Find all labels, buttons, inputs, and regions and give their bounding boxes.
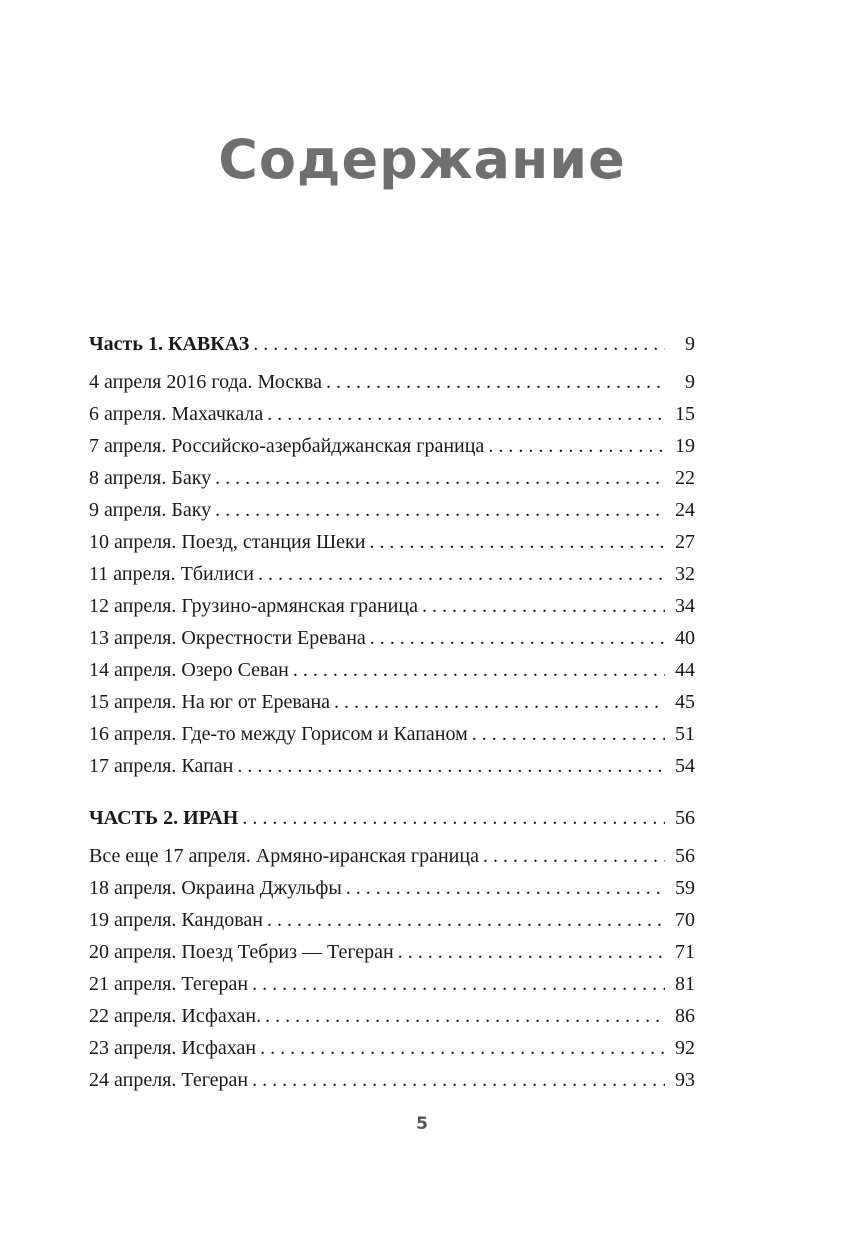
toc-page-number: 32 (675, 563, 695, 585)
dot-leader (267, 398, 665, 430)
toc-entry-label: 9 апреля. Баку (89, 499, 212, 521)
toc-page-number: 34 (675, 595, 695, 617)
toc-page-number: 54 (675, 755, 695, 777)
toc-entry-label: 20 апреля. Поезд Тебриз — Тегеран (89, 941, 394, 963)
toc-page-number: 15 (675, 403, 695, 425)
toc-entry[interactable] (89, 1064, 695, 1096)
dot-leader (258, 558, 665, 590)
dot-leader (326, 366, 665, 398)
toc-page-number: 81 (675, 973, 695, 995)
toc-entry[interactable] (89, 872, 695, 904)
toc-page-number: 71 (675, 941, 695, 963)
toc-entry-label: 24 апреля. Тегеран (89, 1069, 249, 1091)
dot-leader (334, 686, 665, 718)
toc-entry-label: 4 апреля 2016 года. Москва (89, 371, 322, 393)
dot-leader (253, 328, 665, 360)
toc-entry-label: 7 апреля. Российско-азербайджанская граница (89, 435, 485, 457)
toc-entry[interactable] (89, 718, 695, 750)
toc-entry-label: Все еще 17 апреля. Армяно-иранская граница (89, 845, 479, 867)
toc-entry[interactable] (89, 1032, 695, 1064)
toc-page-number: 45 (675, 691, 695, 713)
toc-section-heading[interactable] (89, 328, 695, 360)
toc-entry[interactable] (89, 558, 695, 590)
toc-entry-label: 16 апреля. Где-то между Горисом и Капаном (89, 723, 468, 745)
toc-page-number: 19 (675, 435, 695, 457)
toc-entry[interactable] (89, 398, 695, 430)
toc-entry[interactable] (89, 526, 695, 558)
toc-page-number: 86 (675, 1005, 695, 1027)
dot-leader (252, 1064, 665, 1096)
dot-leader (215, 462, 665, 494)
toc-page-number: 9 (685, 333, 695, 355)
dot-leader (265, 1000, 665, 1032)
dot-leader (483, 840, 665, 872)
toc-page-number: 93 (675, 1069, 695, 1091)
dot-leader (369, 526, 665, 558)
toc-entry-label: 12 апреля. Грузино-армянская граница (89, 595, 418, 617)
toc-entry[interactable] (89, 936, 695, 968)
toc-entry-label: 10 апреля. Поезд, станция Шеки (89, 531, 366, 553)
dot-leader (370, 622, 665, 654)
dot-leader (422, 590, 665, 622)
dot-leader (398, 936, 665, 968)
toc-entry-label: 22 апреля. Исфахан. (89, 1005, 262, 1027)
toc-entry-label: 15 апреля. На юг от Еревана (89, 691, 331, 713)
toc-entry-label: 17 апреля. Капан (89, 755, 234, 777)
toc-entry-label: 23 апреля. Исфахан (89, 1037, 257, 1059)
toc-entry[interactable] (89, 750, 695, 782)
toc-entry[interactable] (89, 686, 695, 718)
toc-entry-label: 6 апреля. Махачкала (89, 403, 264, 425)
toc-entry[interactable] (89, 904, 695, 936)
dot-leader (293, 654, 665, 686)
dot-leader (488, 430, 665, 462)
toc-entry-label: 11 апреля. Тбилиси (89, 563, 254, 585)
toc-section-label: Часть 1. КАВКАЗ (89, 333, 250, 355)
toc-entry[interactable] (89, 654, 695, 686)
page-number: 5 (416, 1114, 428, 1134)
toc-entry-label: 13 апреля. Окрестности Еревана (89, 627, 366, 649)
toc-page-number: 56 (675, 807, 695, 829)
dot-leader (346, 872, 665, 904)
dot-leader (237, 750, 665, 782)
toc-entry[interactable] (89, 968, 695, 1000)
dot-leader (215, 494, 665, 526)
toc-section-heading[interactable] (89, 802, 695, 834)
dot-leader (260, 1032, 665, 1064)
toc-entry-label: 19 апреля. Кандован (89, 909, 263, 931)
toc-entry[interactable] (89, 590, 695, 622)
toc-page-number: 22 (675, 467, 695, 489)
toc-page-number: 27 (675, 531, 695, 553)
toc-page-number: 56 (675, 845, 695, 867)
toc-entry[interactable] (89, 840, 695, 872)
dot-leader (242, 802, 665, 834)
toc-entry[interactable] (89, 366, 695, 398)
dot-leader (472, 718, 665, 750)
toc-entry[interactable] (89, 622, 695, 654)
toc-page-number: 59 (675, 877, 695, 899)
toc-page-number: 24 (675, 499, 695, 521)
toc-entry-label: 14 апреля. Озеро Севан (89, 659, 289, 681)
toc-entry[interactable] (89, 1000, 695, 1032)
toc-entry[interactable] (89, 494, 695, 526)
toc-page-number: 44 (675, 659, 695, 681)
toc-entry-label: 21 апреля. Тегеран (89, 973, 249, 995)
toc-page-number: 51 (675, 723, 695, 745)
toc-entry-label: 8 апреля. Баку (89, 467, 212, 489)
dot-leader (267, 904, 665, 936)
dot-leader (252, 968, 665, 1000)
toc-page-number: 9 (685, 371, 695, 393)
toc-page-number: 40 (675, 627, 695, 649)
toc-entry[interactable] (89, 462, 695, 494)
toc-section-label: ЧАСТЬ 2. ИРАН (89, 807, 239, 829)
toc-entry[interactable] (89, 430, 695, 462)
toc-entry-label: 18 апреля. Окраина Джульфы (89, 877, 342, 899)
toc-page-number: 92 (675, 1037, 695, 1059)
toc-page-number: 70 (675, 909, 695, 931)
page-title: Содержание (218, 128, 626, 191)
